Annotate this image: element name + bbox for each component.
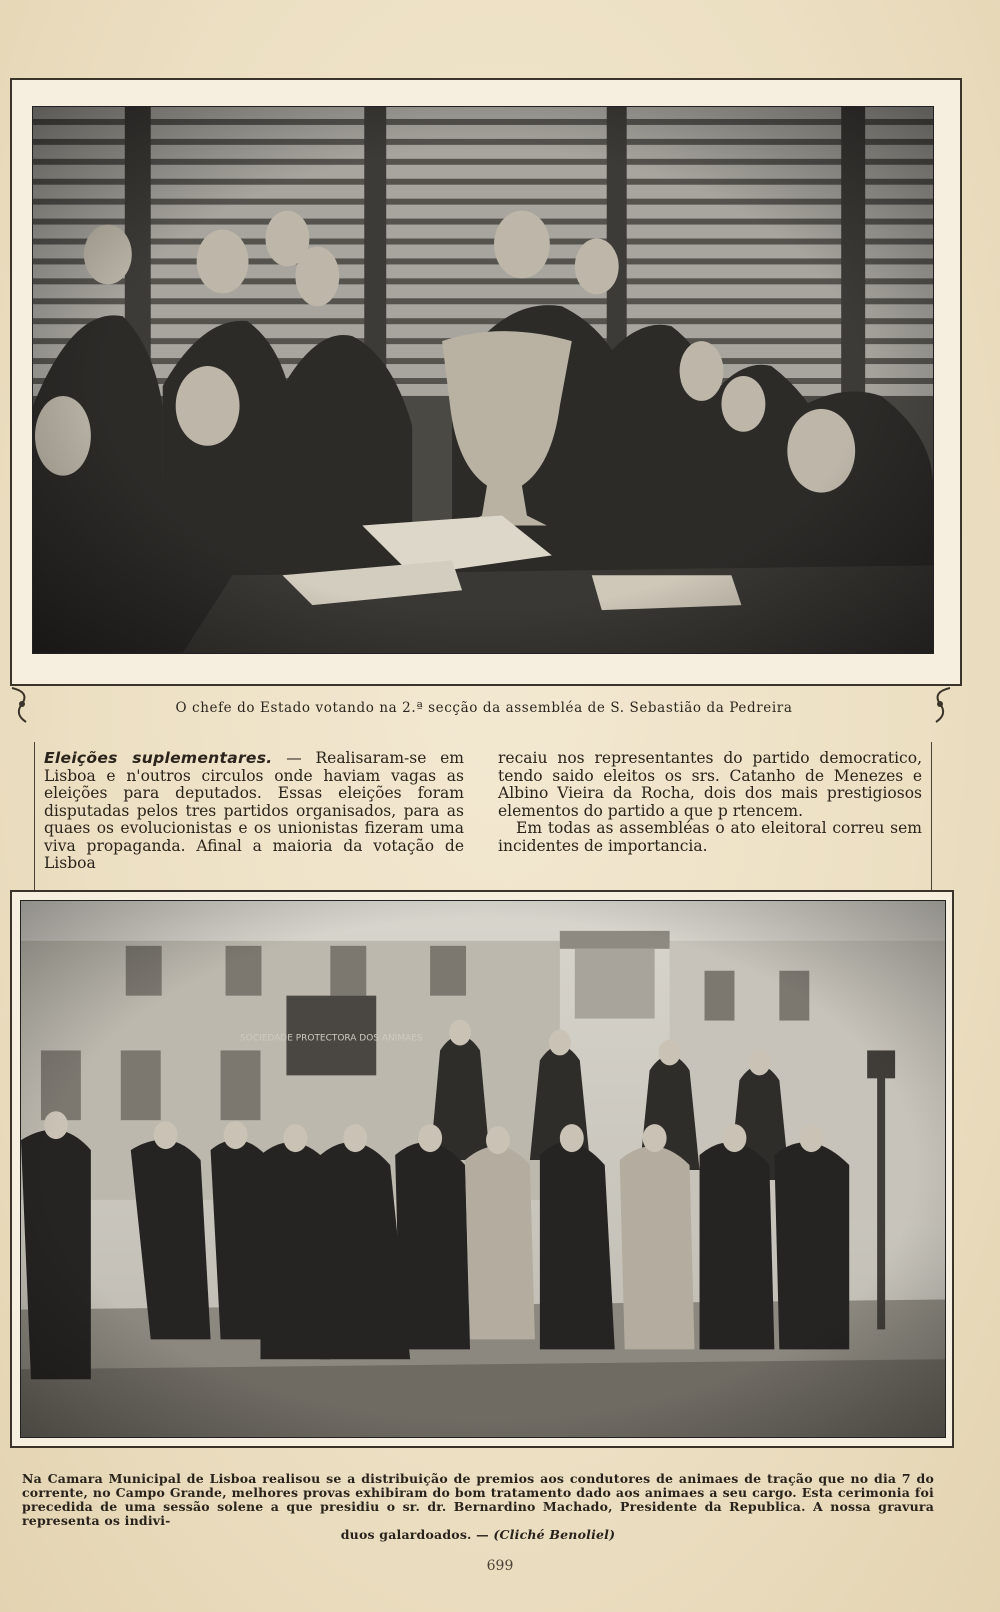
article-box — [34, 742, 932, 890]
top-photo-caption: O chefe do Estado votando na 2.ª secção da assembléa de S. Sebastião da Pedreira — [175, 700, 793, 716]
article-column-right — [498, 750, 922, 855]
article-col1-text: — Realisaram-se em Lisboa e n'outros circulos onde haviam vagas as eleições para deputados. Essas eleições foram disputadas pelos tres partidos organisados, para as quaes os evolucionistas e os unionistas fizeram uma viva propaganda. Afinal a maioria da votação de Lisboa — [44, 749, 464, 872]
right-ornament-icon — [928, 686, 952, 726]
article-col2-paragraph-2 — [498, 820, 922, 855]
article-headline: Eleições suplementares. — [44, 749, 273, 767]
article-col2-paragraph-1: recaiu nos representantes do partido democratico, tendo saido eleitos os srs. Catanho de Menezes e Albino Vieira da Rocha, dois dos mais prestigiosos elementos do partido a que p rtencem. — [498, 749, 922, 820]
voting-scene-image — [33, 107, 933, 653]
award-group-image — [21, 901, 945, 1437]
bottom-caption-main: Na Camara Municipal de Lisboa realisou se a distribuição de premios aos condutores de animaes de tração que no dia 7 do corrente, no Campo Grande, melhores provas exhibiram do bom tratamento dado aos animaes a seu cargo. Esta cerimonia foi precedida de uma sessão solene a que presidiu o sr. dr. Bernardino Machado, Presidente da Republica. A nossa gravura representa os indivi- — [22, 1471, 934, 1528]
article-col2-paragraph-2-text: Em todas as assembléas o ato eleitoral correu sem incidentes de importancia. — [498, 819, 922, 855]
article-column-left — [44, 750, 464, 873]
bottom-caption-credit: (Cliché Benoliel) — [493, 1527, 616, 1542]
bottom-photo — [20, 900, 946, 1438]
bottom-caption-last-line — [22, 1528, 934, 1542]
top-photo — [32, 106, 934, 654]
page-number: 699 — [486, 1558, 514, 1574]
bottom-caption-end: duos galardoados. — — [340, 1527, 489, 1542]
left-ornament-icon — [10, 686, 34, 726]
bottom-photo-caption — [22, 1472, 934, 1542]
